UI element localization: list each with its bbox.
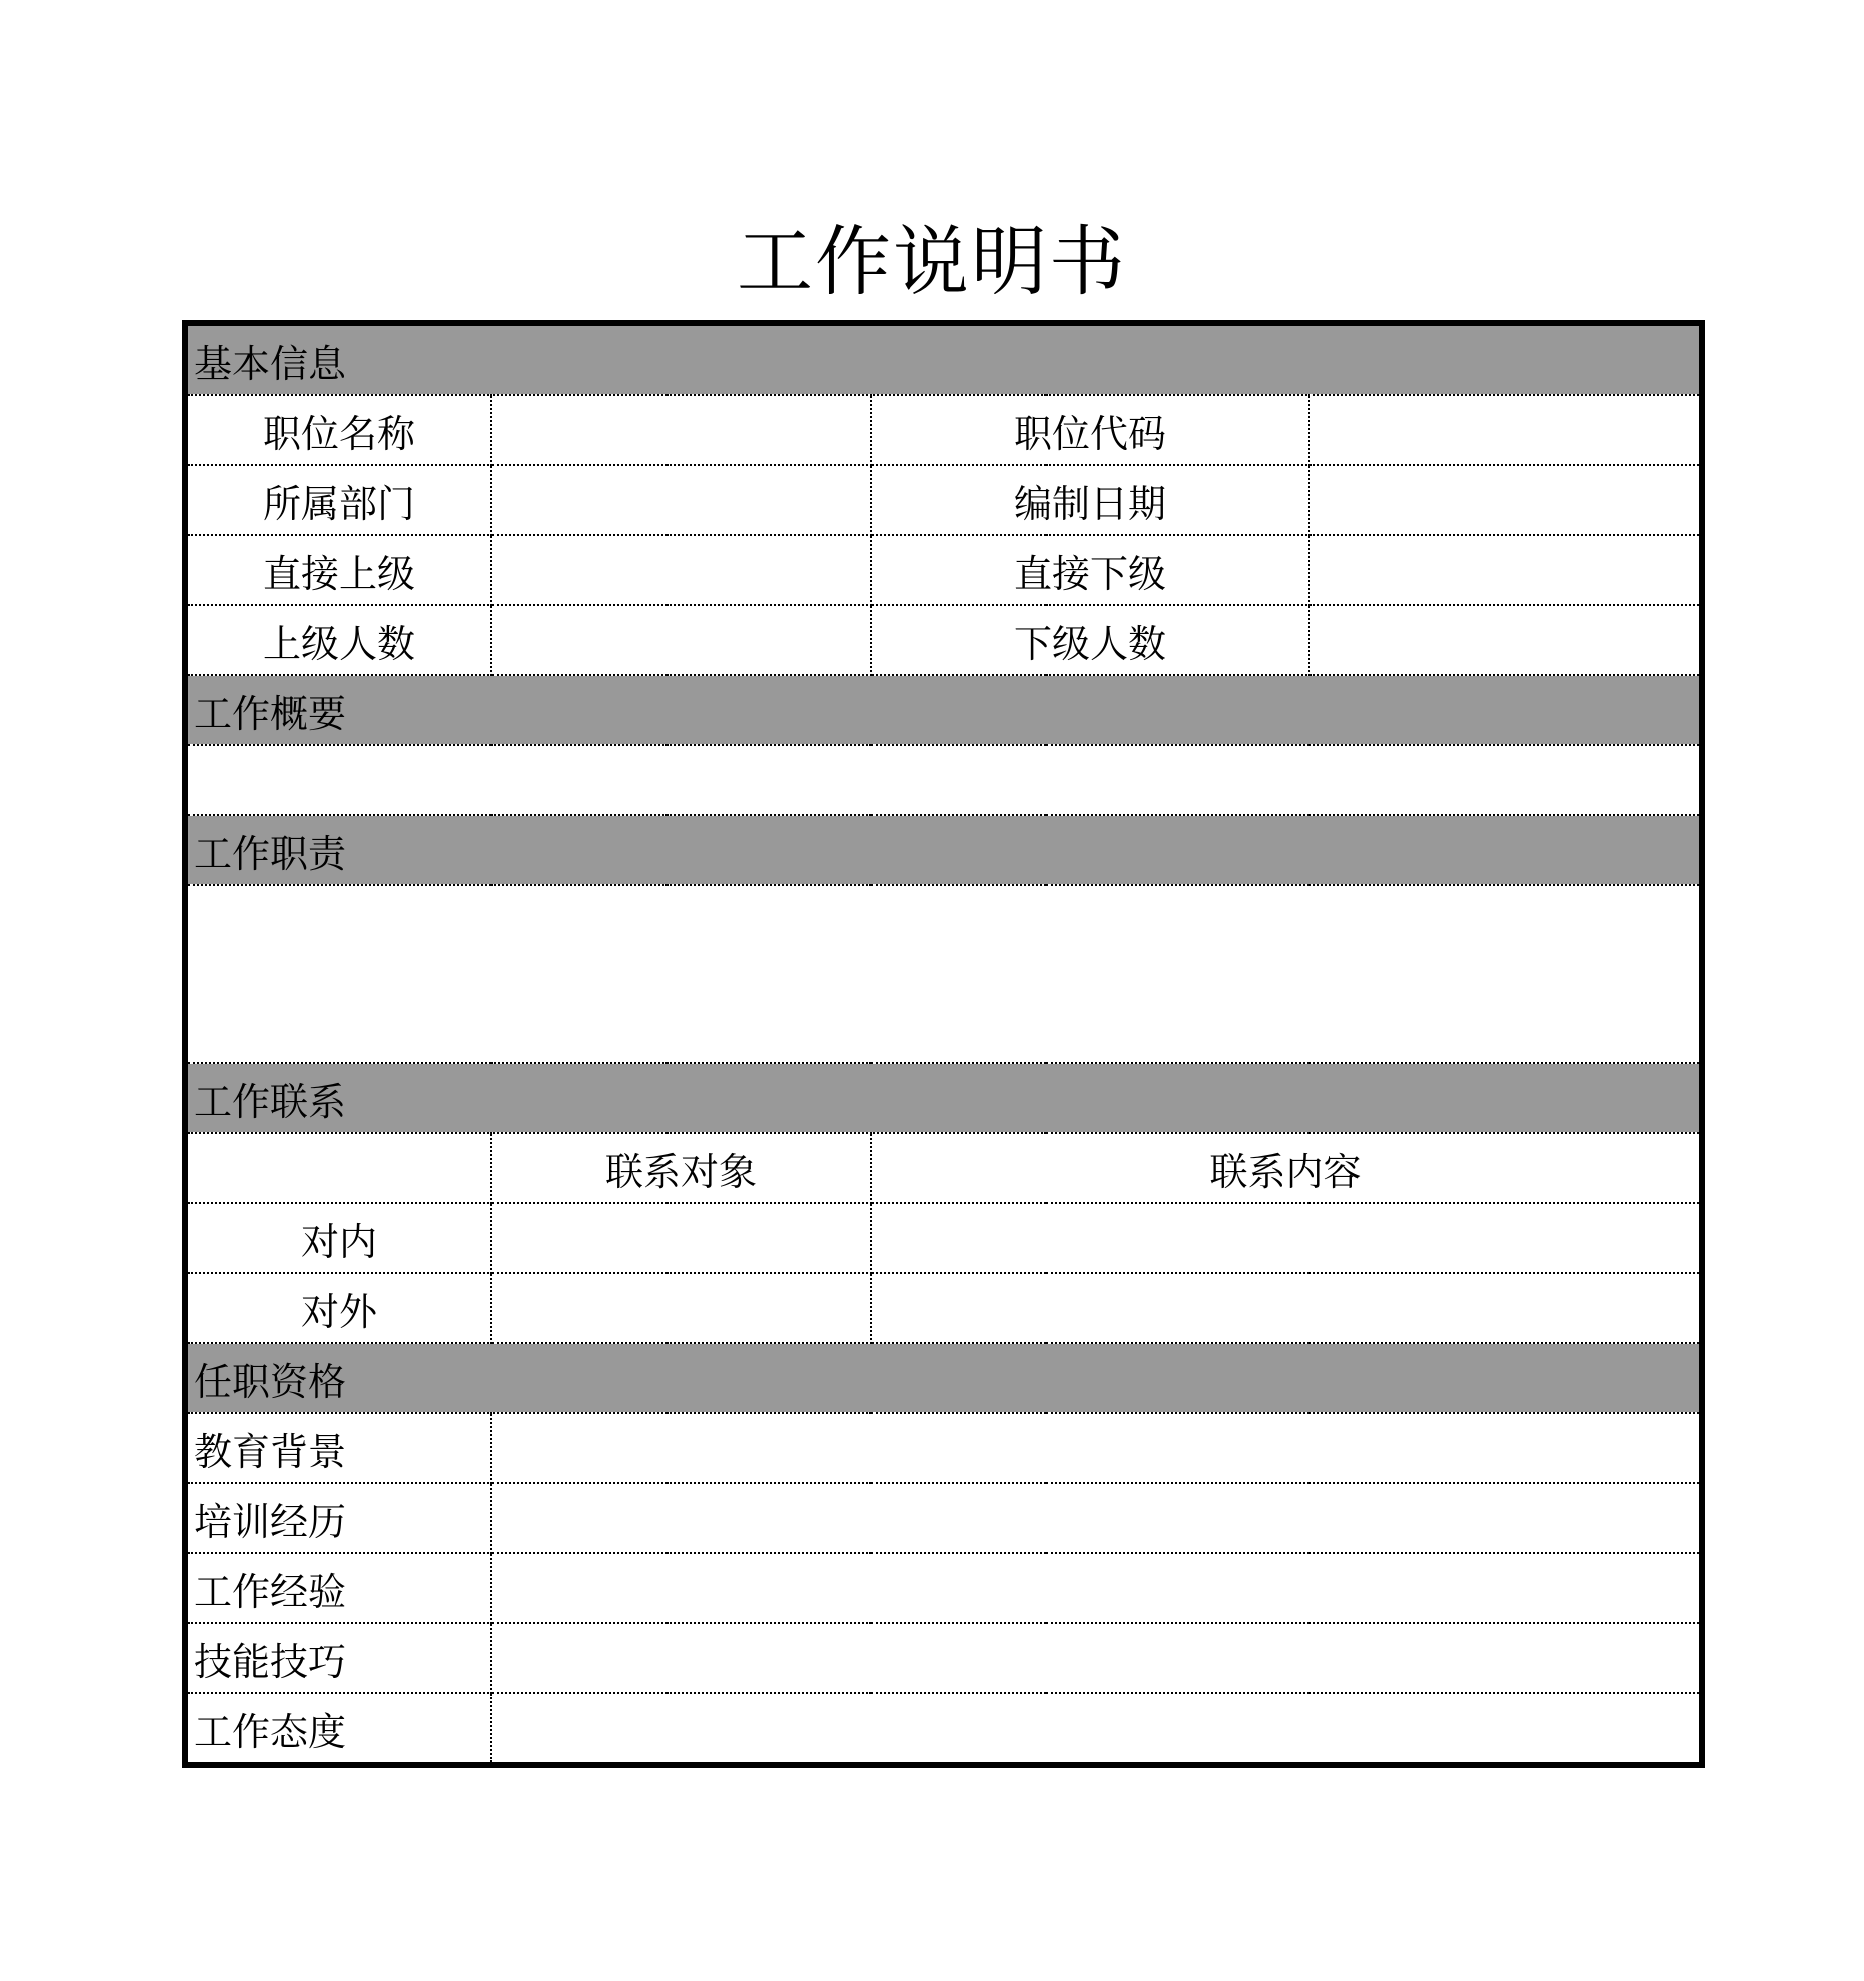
superior-count-label: 上级人数 bbox=[185, 605, 491, 675]
job-title-field[interactable] bbox=[491, 395, 871, 465]
department-label: 所属部门 bbox=[185, 465, 491, 535]
table-row bbox=[185, 605, 1702, 675]
contacts-corner-header bbox=[185, 1133, 491, 1203]
external-contact-object-field[interactable] bbox=[491, 1273, 871, 1343]
direct-superior-field[interactable] bbox=[491, 535, 871, 605]
table-row bbox=[185, 1413, 1702, 1483]
internal-contact-content-field[interactable] bbox=[871, 1203, 1702, 1273]
job-description-form bbox=[182, 320, 1705, 1768]
section-job-duties: 工作职责 bbox=[185, 815, 1702, 885]
direct-subordinate-label: 直接下级 bbox=[871, 535, 1309, 605]
external-contact-content-field[interactable] bbox=[871, 1273, 1702, 1343]
table-row bbox=[185, 1623, 1702, 1693]
subordinate-count-label: 下级人数 bbox=[871, 605, 1309, 675]
work-experience-field[interactable] bbox=[491, 1553, 1702, 1623]
prepared-date-field[interactable] bbox=[1309, 465, 1702, 535]
section-basic-info: 基本信息 bbox=[185, 323, 1702, 395]
training-field[interactable] bbox=[491, 1483, 1702, 1553]
work-attitude-field[interactable] bbox=[491, 1693, 1702, 1765]
table-row bbox=[185, 1133, 1702, 1203]
skills-field[interactable] bbox=[491, 1623, 1702, 1693]
job-code-field[interactable] bbox=[1309, 395, 1702, 465]
job-code-label: 职位代码 bbox=[871, 395, 1309, 465]
section-job-summary: 工作概要 bbox=[185, 675, 1702, 745]
contact-content-header: 联系内容 bbox=[871, 1133, 1702, 1203]
skills-label: 技能技巧 bbox=[185, 1623, 491, 1693]
contact-object-header: 联系对象 bbox=[491, 1133, 871, 1203]
table-row bbox=[185, 395, 1702, 465]
page-title: 工作说明书 bbox=[737, 217, 1127, 306]
job-title-label: 职位名称 bbox=[185, 395, 491, 465]
table-row bbox=[185, 1273, 1702, 1343]
direct-superior-label: 直接上级 bbox=[185, 535, 491, 605]
prepared-date-label: 编制日期 bbox=[871, 465, 1309, 535]
education-label: 教育背景 bbox=[185, 1413, 491, 1483]
table-row bbox=[185, 1553, 1702, 1623]
table-row bbox=[185, 1203, 1702, 1273]
internal-contact-label: 对内 bbox=[185, 1203, 491, 1273]
superior-count-field[interactable] bbox=[491, 605, 871, 675]
education-field[interactable] bbox=[491, 1413, 1702, 1483]
job-duties-field[interactable] bbox=[185, 885, 1702, 1063]
job-summary-field[interactable] bbox=[185, 745, 1702, 815]
table-row bbox=[185, 1483, 1702, 1553]
subordinate-count-field[interactable] bbox=[1309, 605, 1702, 675]
training-label: 培训经历 bbox=[185, 1483, 491, 1553]
external-contact-label: 对外 bbox=[185, 1273, 491, 1343]
direct-subordinate-field[interactable] bbox=[1309, 535, 1702, 605]
table-row bbox=[185, 535, 1702, 605]
work-attitude-label: 工作态度 bbox=[185, 1693, 491, 1765]
work-experience-label: 工作经验 bbox=[185, 1553, 491, 1623]
table-row bbox=[185, 465, 1702, 535]
section-qualifications: 任职资格 bbox=[185, 1343, 1702, 1413]
internal-contact-object-field[interactable] bbox=[491, 1203, 871, 1273]
section-work-contacts: 工作联系 bbox=[185, 1063, 1702, 1133]
department-field[interactable] bbox=[491, 465, 871, 535]
table-row bbox=[185, 1693, 1702, 1765]
